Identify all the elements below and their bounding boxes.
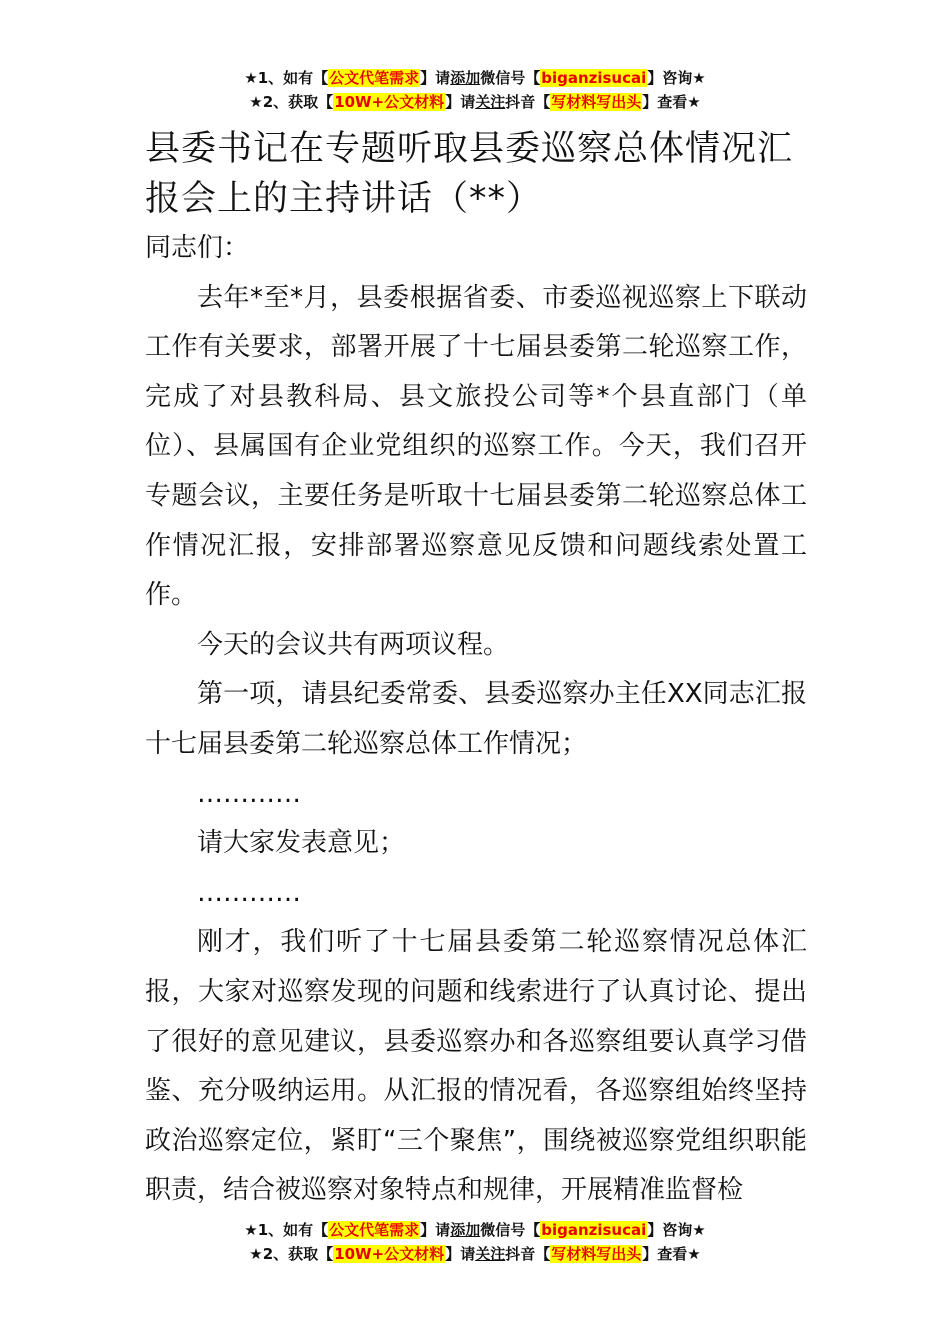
banner-text: 】咨询★ [647,1221,706,1239]
paragraph: 请大家发表意见； [197,828,406,859]
banner-highlight: 写材料写出头 [551,1245,642,1263]
paragraph: 去年*至*月，县委根据省委、市委巡视巡察上下联动工作有关要求，部署开展了十七届县委第二轮巡察工作，完成了对县教科局、县文旅投公司等*个县直部门（单位）、县属国有企业党组织的巡察工作。今天，我们召开专题会议，主要任务是听取十七届县委第二轮巡察总体工作情况汇报，安排部署巡察意见反馈和问题线索处置工作。 [145,282,807,611]
banner-highlight: 公文代笔需求 [329,69,420,87]
banner-text: 】请 [445,93,476,111]
paragraph: 今天的会议共有两项议程。 [197,629,510,660]
bottom-banner [0,1218,950,1266]
banner-highlight: biganzisucai [541,1221,647,1239]
banner-text: ★1、如有【 [244,1221,329,1239]
banner-text: ★2、获取【 [249,93,334,111]
paragraph: 刚才，我们听了十七届县委第二轮巡察情况总体汇报，大家对巡察发现的问题和线索进行了认真讨论、提出了很好的意见建议，县委巡察办和各巡察组要认真学习借鉴、充分吸纳运用。从汇报的情况看，各巡察组始终坚持政治巡察定位，紧盯“三个聚焦”，围绕被巡察党组织职能职责，结合被巡察对象特点和规律，开展精准监督检 [145,927,807,1206]
document-page [145,124,807,1216]
banner-text: 抖音【 [505,1245,551,1263]
banner-highlight: biganzisucai [541,69,647,87]
banner-text: 】请 [445,1245,476,1263]
banner-highlight: 10W+公文材料 [334,93,445,111]
banner-text: 抖音【 [505,93,551,111]
banner-underlined-text: 关注 [475,1245,506,1263]
ellipsis-line: ………… [197,778,301,809]
banner-line-1 [0,1218,950,1242]
banner-line-1 [0,66,950,90]
document-body [145,224,807,1216]
salutation: 同志们： [145,233,250,263]
banner-underlined-text: 关注 [475,93,506,111]
document-title: 县委书记在专题听取县委巡察总体情况汇报会上的主持讲话（**） [145,129,794,219]
banner-text: 微信号【 [480,69,541,87]
banner-line-2 [0,1242,950,1266]
banner-highlight: 10W+公文材料 [334,1245,445,1263]
banner-text: ★2、获取【 [249,1245,334,1263]
banner-text: ★1、如有【 [244,69,329,87]
ellipsis-line: ………… [197,877,301,908]
banner-text: 】请 [420,69,451,87]
banner-underlined-text: 添加 [450,69,481,87]
banner-text: 】查看★ [642,93,701,111]
banner-text: 微信号【 [480,1221,541,1239]
banner-line-2 [0,90,950,114]
top-banner [0,66,950,114]
banner-text: 】咨询★ [647,69,706,87]
banner-highlight: 写材料写出头 [551,93,642,111]
banner-highlight: 公文代笔需求 [329,1221,420,1239]
banner-text: 】查看★ [642,1245,701,1263]
banner-underlined-text: 添加 [450,1221,481,1239]
banner-text: 】请 [420,1221,451,1239]
paragraph: 第一项，请县纪委常委、县委巡察办主任XX同志汇报十七届县委第二轮巡察总体工作情况； [145,679,807,759]
